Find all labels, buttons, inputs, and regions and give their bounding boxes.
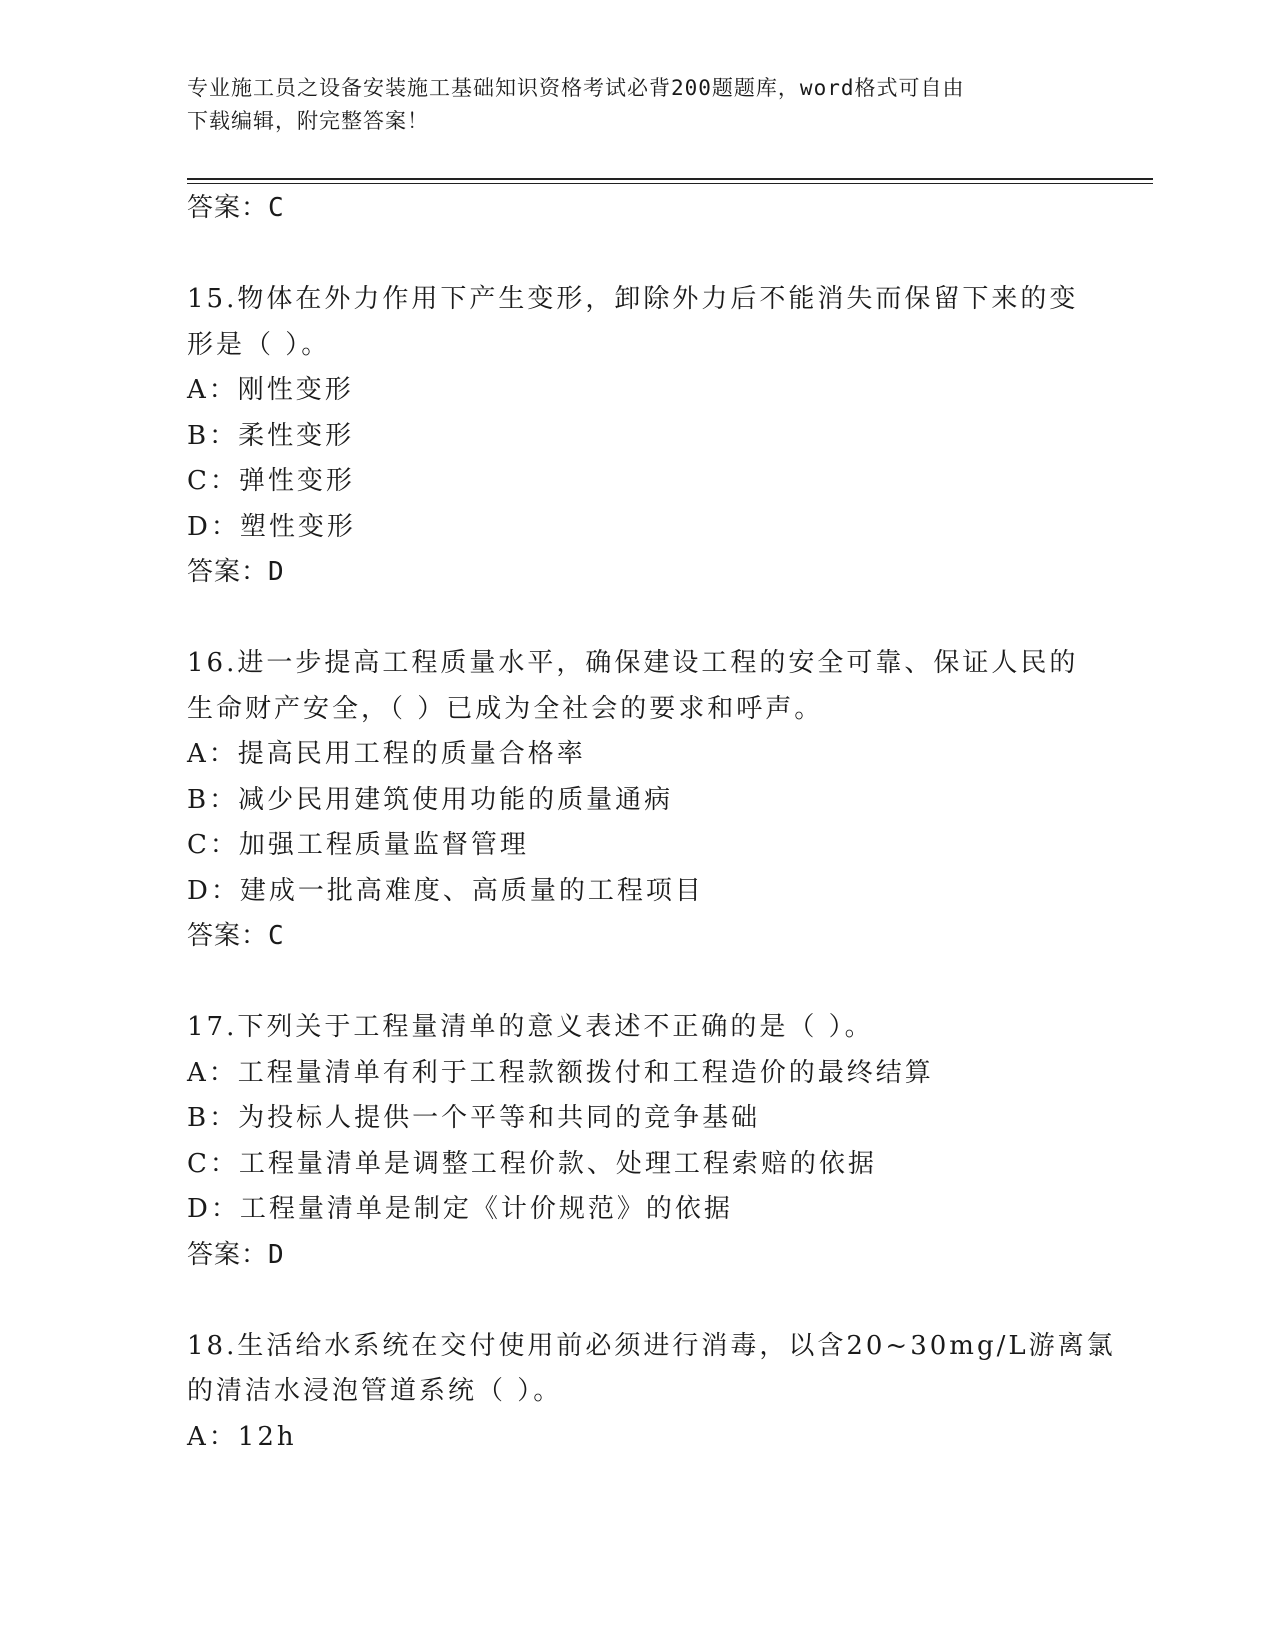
header-rule-thin <box>187 183 1153 184</box>
header-line-2: 下载编辑，附完整答案！ <box>187 109 429 133</box>
question-stem: 的清洁水浸泡管道系统（ ）。 <box>187 1376 563 1406</box>
document-header <box>187 72 1087 138</box>
header-rule-thick <box>187 178 1153 180</box>
question-stem: 生命财产安全，（ ）已成为全社会的要求和呼声。 <box>187 693 824 724</box>
option-a: A：工程量清单有利于工程款额拨付和工程造价的最终结算 <box>187 1057 934 1088</box>
option-a: A：提高民用工程的质量合格率 <box>187 739 586 769</box>
option-a: A：刚性变形 <box>187 375 354 405</box>
question-stem: 形是（ ）。 <box>187 329 331 360</box>
question-16 <box>187 641 1107 960</box>
option-c: C：弹性变形 <box>187 466 355 496</box>
question-15 <box>187 277 1107 596</box>
option-d: D：工程量清单是制定《计价规范》的依据 <box>187 1194 733 1224</box>
question-stem: 16.进一步提高工程质量水平，确保建设工程的安全可靠、保证人民的 <box>187 648 1079 678</box>
option-c: C：加强工程质量监督管理 <box>187 830 529 860</box>
header-line-1: 专业施工员之设备安装施工基础知识资格考试必背200题题库，word格式可自由 <box>187 76 965 100</box>
option-a: A：12h <box>187 1421 297 1452</box>
question-stem: 15.物体在外力作用下产生变形，卸除外力后不能消失而保留下来的变 <box>187 284 1079 314</box>
question-stem: 17.下列关于工程量清单的意义表述不正确的是（ ）。 <box>187 1012 874 1042</box>
option-b: B：柔性变形 <box>187 420 355 451</box>
question-stem: 18.生活给水系统在交付使用前必须进行消毒，以含20~30mg/L游离氯 <box>187 1330 1116 1361</box>
option-d: D：建成一批高难度、高质量的工程项目 <box>187 875 704 906</box>
option-b: B：减少民用建筑使用功能的质量通病 <box>187 784 674 815</box>
option-c: C：工程量清单是调整工程价款、处理工程索赔的依据 <box>187 1148 877 1179</box>
answer: 答案：C <box>187 921 285 951</box>
question-17 <box>187 1005 1107 1278</box>
question-list <box>187 186 1116 1460</box>
option-d: D：塑性变形 <box>187 511 356 542</box>
answer: 答案：D <box>187 1239 285 1270</box>
option-b: B：为投标人提供一个平等和共同的竞争基础 <box>187 1103 761 1133</box>
question-18 <box>187 1324 1116 1461</box>
answer: 答案：D <box>187 557 285 587</box>
previous-answer: 答案：C <box>187 193 285 223</box>
